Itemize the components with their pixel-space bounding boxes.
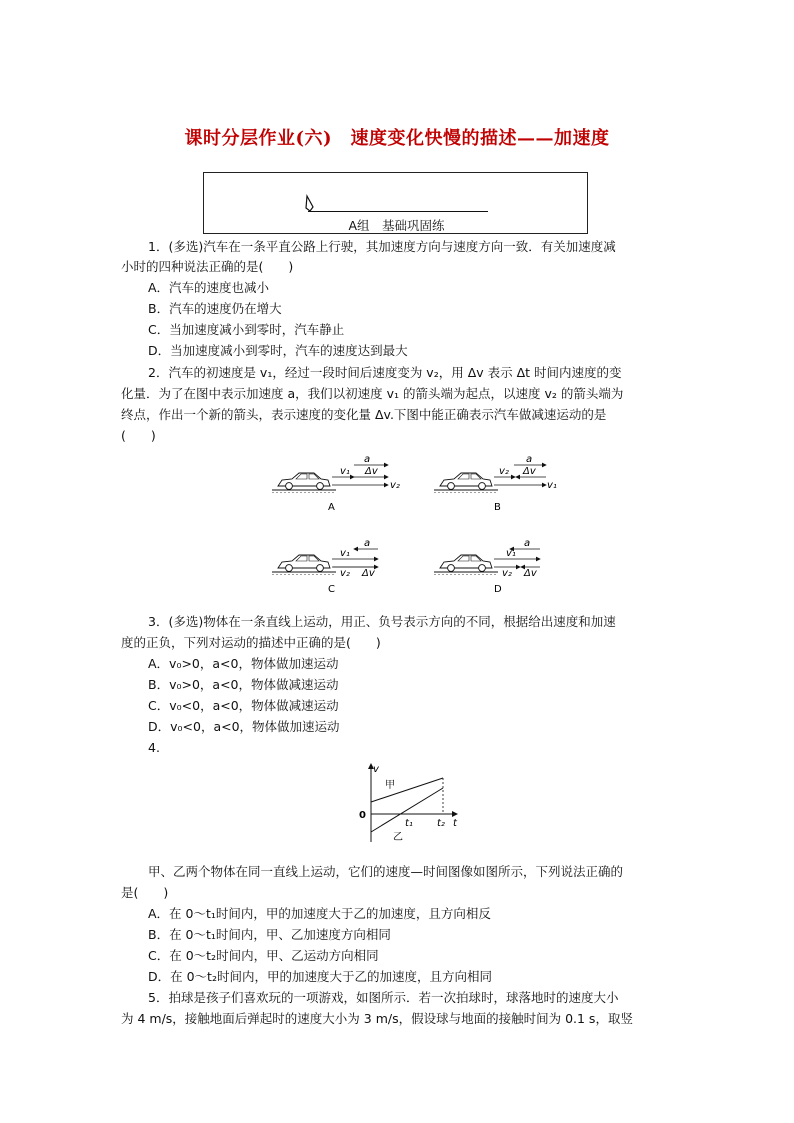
option-label-b: B (494, 502, 501, 513)
yi-label: 乙 (393, 832, 403, 843)
text-line: 4. (148, 740, 160, 755)
label-v1: v₁ (340, 548, 350, 559)
label-dv: Δv (365, 466, 378, 477)
label-v2: v₂ (502, 568, 512, 579)
origin-label: 0 (359, 810, 366, 821)
car-option-a (272, 454, 400, 513)
label-v2: v₂ (499, 466, 509, 477)
car-option-d (434, 538, 540, 595)
section-label: A组 基础巩固练 (348, 218, 445, 233)
option-line: B．在 0～t₁时间内，甲、乙加速度方向相同 (148, 927, 391, 942)
label-v2: v₂ (340, 568, 350, 579)
label-a: a (364, 538, 371, 549)
label-a: a (526, 454, 533, 465)
label-v1: v₁ (340, 466, 350, 477)
option-line: D．当加速度减小到零时，汽车的速度达到最大 (148, 343, 408, 358)
option-line: D．在 0～t₂时间内，甲的加速度大于乙的加速度，且方向相同 (148, 969, 492, 984)
option-line: A．v₀>0，a<0，物体做加速运动 (148, 656, 339, 671)
section-header-box (203, 172, 588, 234)
option-line: B．汽车的速度仍在增大 (148, 301, 282, 316)
section-underline (308, 211, 488, 212)
page-title: 课时分层作业(六) 速度变化快慢的描述——加速度 (184, 128, 610, 149)
option-line: C．在 0～t₂时间内，甲、乙运动方向相同 (148, 948, 379, 963)
text-line: 2．汽车的初速度是 v₁，经过一段时间后速度变为 v₂，用 Δv 表示 Δt 时间内速度的变 (148, 365, 622, 380)
t1-label: t₁ (405, 818, 413, 829)
text-line: 5．拍球是孩子们喜欢玩的一项游戏，如图所示．若一次拍球时，球落地时的速度大小 (148, 990, 619, 1005)
axis-v-label: v (373, 764, 379, 775)
text-line: 1．(多选)汽车在一条平直公路上行驶，其加速度方向与速度方向一致．有关加速度减 (148, 239, 616, 254)
text-line: 甲、乙两个物体在同一直线上运动，它们的速度—时间图像如图所示，下列说法正确的 (148, 864, 624, 879)
label-a: a (524, 538, 531, 549)
option-label-a: A (328, 502, 335, 513)
car-option-c (272, 538, 378, 595)
option-label-d: D (494, 584, 502, 595)
option-line: C．当加速度减小到零时，汽车静止 (148, 322, 345, 337)
line-jia (371, 778, 443, 802)
label-v1: v₁ (547, 480, 557, 491)
car-option-b (434, 454, 557, 513)
text-line: 是( ) (121, 885, 169, 900)
label-dv: Δv (524, 568, 537, 579)
t2-label: t₂ (437, 818, 445, 829)
text-line: 小时的四种说法正确的是( ) (121, 259, 294, 274)
label-dv: Δv (362, 568, 375, 579)
label-dv: Δv (523, 466, 536, 477)
option-label-c: C (328, 584, 335, 595)
text-line: 为 4 m/s，接触地面后弹起时的速度大小为 3 m/s，假设球与地面的接触时间为 0.1 s，取竖 (121, 1011, 633, 1026)
cars-figure (270, 452, 560, 595)
text-line: 度的正负，下列对运动的描述中正确的是( ) (121, 635, 381, 650)
label-v1: v₁ (506, 548, 516, 559)
option-line: C．v₀<0，a<0，物体做减速运动 (148, 698, 339, 713)
option-line: A．汽车的速度也减小 (148, 280, 270, 295)
jia-label: 甲 (385, 780, 395, 791)
option-line: B．v₀>0，a<0，物体做减速运动 (148, 677, 339, 692)
label-v2: v₂ (390, 480, 400, 491)
option-line: D．v₀<0，a<0，物体做加速运动 (148, 719, 340, 734)
text-line: 化量．为了在图中表示加速度 a，我们以初速度 v₁ 的箭头端为起点，以速度 v₂ 的箭头端为 (121, 386, 624, 401)
option-line: A．在 0～t₁时间内，甲的加速度大于乙的加速度，且方向相反 (148, 906, 491, 921)
axis-t-label: t (453, 818, 457, 829)
text-line: ( ) (121, 428, 156, 443)
velocity-time-graph (355, 760, 465, 846)
text-line: 3．(多选)物体在一条直线上运动，用正、负号表示方向的不同，根据给出速度和加速 (148, 614, 616, 629)
label-a: a (364, 454, 371, 465)
text-line: 终点，作出一个新的箭头，表示速度的变化量 Δv.下图中能正确表示汽车做减速运动的是 (121, 407, 607, 422)
